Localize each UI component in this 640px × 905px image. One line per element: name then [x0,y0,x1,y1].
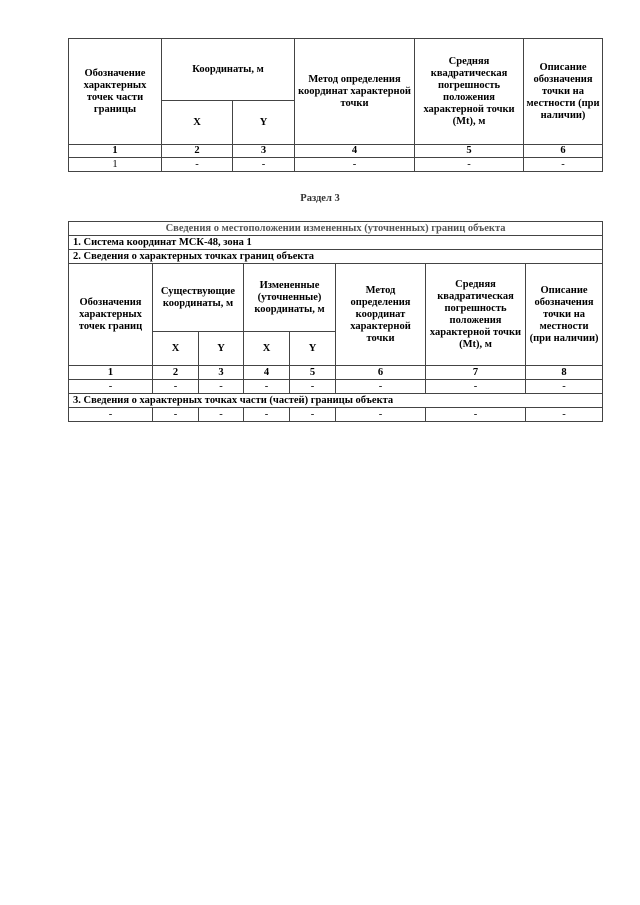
column-number: 6 [336,366,426,380]
column-number: 3 [199,366,244,380]
table-cell: 1 [69,158,162,172]
table-cell: - [244,408,290,422]
table-cell: - [199,380,244,394]
column-number: 4 [244,366,290,380]
table-cell: - [153,408,199,422]
table-cell: - [199,408,244,422]
section-title: Раздел 3 [300,193,340,204]
column-number: 4 [295,145,415,158]
table-cell: - [336,380,426,394]
table-row [69,408,603,422]
table-cell: - [290,380,336,394]
table-cell: - [69,408,153,422]
column-number: 5 [415,145,524,158]
header-changed-coordinates: Измененные (уточненные) координаты, м [244,264,336,332]
header-method: Метод определения координат характерной точки [295,39,415,145]
column-number: 5 [290,366,336,380]
header-existing-coordinates: Существующие координаты, м [153,264,244,332]
table-cell: - [426,408,526,422]
table-cell: - [336,408,426,422]
header-error: Средняя квадратическая погрешность положения характерной точки (Mt), м [415,39,524,145]
header-error: Средняя квадратическая погрешность положения характерной точки (Mt), м [426,264,526,366]
parts-heading-row: 3. Сведения о характерных точках части (частей) границы объекта [69,394,603,408]
column-number: 8 [526,366,603,380]
column-number: 6 [524,145,603,158]
header-coordinates: Координаты, м [162,39,295,101]
table-cell: - [69,380,153,394]
changed-boundary-table [68,221,603,422]
table-row [69,380,603,394]
table-cell: - [233,158,295,172]
column-number: 7 [426,366,526,380]
column-number: 1 [69,366,153,380]
table-cell: - [426,380,526,394]
table-cell: - [290,408,336,422]
part-boundary-points-table [68,38,603,172]
header-description: Описание обозначения точки на местности (при наличии) [526,264,603,366]
coordinate-system-row: 1. Система координат МСК-48, зона 1 [69,236,603,250]
header-x: X [162,101,233,145]
column-number: 2 [162,145,233,158]
table-cell: - [415,158,524,172]
header-method: Метод определения координат характерной точки [336,264,426,366]
points-heading-row: 2. Сведения о характерных точках границ объекта [69,250,603,264]
header-y: Y [290,332,336,366]
table-cell: - [524,158,603,172]
column-number: 2 [153,366,199,380]
column-number: 3 [233,145,295,158]
header-x: X [244,332,290,366]
table-cell: - [526,380,603,394]
header-y: Y [233,101,295,145]
table-cell: - [153,380,199,394]
column-numbers-row [69,145,603,158]
table-title: Сведения о местоположении измененных (уточненных) границ объекта [69,222,603,236]
table-cell: - [526,408,603,422]
header-designation: Обозначение характерных точек части границы [69,39,162,145]
table-cell: - [244,380,290,394]
header-y: Y [199,332,244,366]
header-designation: Обозначения характерных точек границ [69,264,153,366]
header-x: X [153,332,199,366]
column-numbers-row [69,366,603,380]
table-cell: - [295,158,415,172]
column-number: 1 [69,145,162,158]
table-cell: - [162,158,233,172]
table-row [69,158,603,172]
header-description: Описание обозначения точки на местности (при наличии) [524,39,603,145]
